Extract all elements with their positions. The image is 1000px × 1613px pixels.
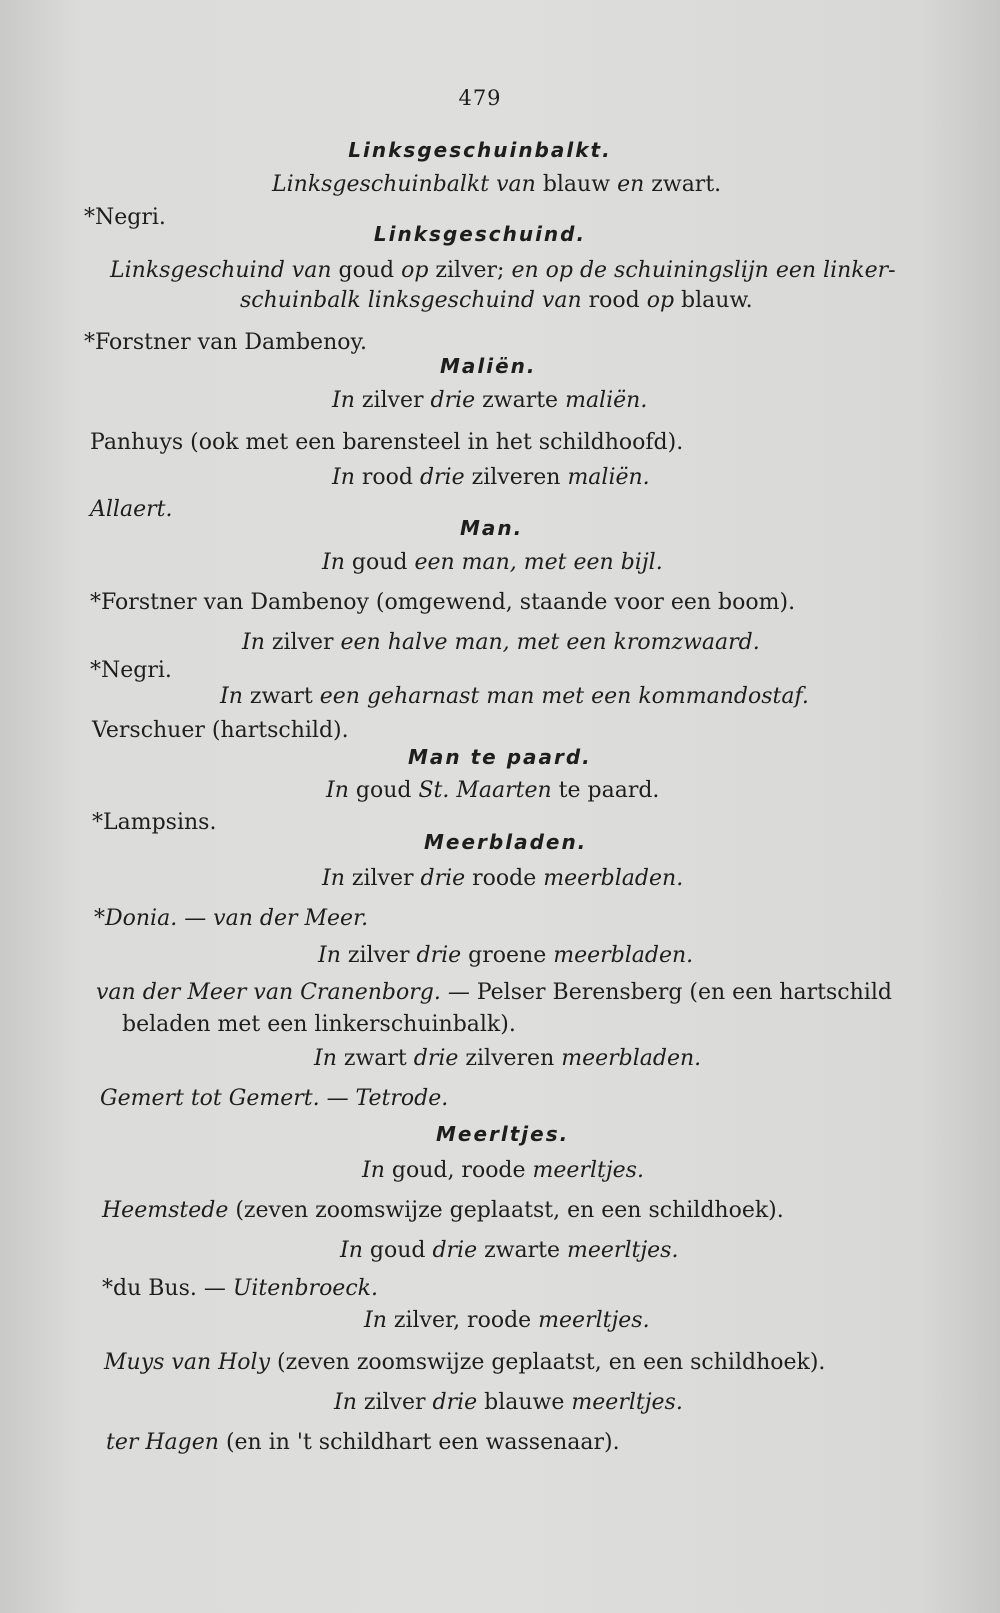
text-line: Heemstede (zeven zoomswijze geplaatst, en een schildhoek).	[102, 1198, 784, 1223]
text-line: In goud een man, met een bijl.	[322, 550, 663, 575]
text-line: Linksgeschuind van goud op zilver; en op de schuiningslijn een linker-	[110, 258, 896, 283]
text-line: *du Bus. — Uitenbroeck.	[102, 1276, 378, 1301]
text-line: Gemert tot Gemert. — Tetrode.	[100, 1086, 449, 1111]
section-heading: Linksgeschuind.	[373, 222, 587, 246]
text-line: In zilver drie zwarte maliën.	[332, 388, 648, 413]
text-line: Muys van Holy (zeven zoomswijze geplaatst, en een schildhoek).	[104, 1350, 826, 1375]
text-line: In zilver drie roode meerbladen.	[322, 866, 684, 891]
text-line: *Forstner van Dambenoy (omgewend, staande voor een boom).	[90, 590, 796, 615]
section-heading: Linksgeschuinbalkt.	[348, 138, 612, 162]
text-line: Verschuer (hartschild).	[92, 718, 349, 743]
text-line: In goud drie zwarte meerltjes.	[340, 1238, 679, 1263]
text-line: In zilver een halve man, met een kromzwaard.	[242, 630, 760, 655]
text-line: schuinbalk linksgeschuind van rood op blauw.	[240, 288, 753, 313]
text-line: *Donia. — van der Meer.	[94, 906, 369, 931]
text-line: In zwart een geharnast man met een kommandostaf.	[220, 684, 809, 709]
text-line: *Forstner van Dambenoy.	[84, 330, 367, 355]
text-line: Allaert.	[90, 497, 173, 522]
text-line: ter Hagen (en in 't schildhart een wassenaar).	[106, 1430, 620, 1455]
section-heading: Meerbladen.	[424, 830, 588, 854]
text-line: In zilver, roode meerltjes.	[364, 1308, 650, 1333]
text-line: In zwart drie zilveren meerbladen.	[314, 1046, 702, 1071]
text-line: van der Meer van Cranenborg. — Pelser Berensberg (en een hartschild	[96, 980, 892, 1005]
section-heading: Man te paard.	[408, 745, 592, 769]
text-line: In goud St. Maarten te paard.	[326, 778, 660, 803]
section-heading: Man.	[460, 516, 524, 540]
text-line: *Lampsins.	[92, 810, 217, 835]
section-heading: Meerltjes.	[436, 1122, 570, 1146]
text-line: beladen met een linkerschuinbalk).	[122, 1012, 516, 1037]
section-heading: Maliën.	[440, 354, 537, 378]
page-number: 479	[458, 86, 502, 110]
text-line: In zilver drie groene meerbladen.	[318, 943, 694, 968]
text-line: In goud, roode meerltjes.	[362, 1158, 644, 1183]
text-line: *Negri.	[84, 205, 166, 230]
text-line: Panhuys (ook met een barensteel in het schildhoofd).	[90, 430, 684, 455]
text-line: In rood drie zilveren maliën.	[332, 465, 650, 490]
text-line: In zilver drie blauwe meerltjes.	[334, 1390, 683, 1415]
text-line: Linksgeschuinbalkt van blauw en zwart.	[272, 172, 722, 197]
text-line: *Negri.	[90, 658, 172, 683]
